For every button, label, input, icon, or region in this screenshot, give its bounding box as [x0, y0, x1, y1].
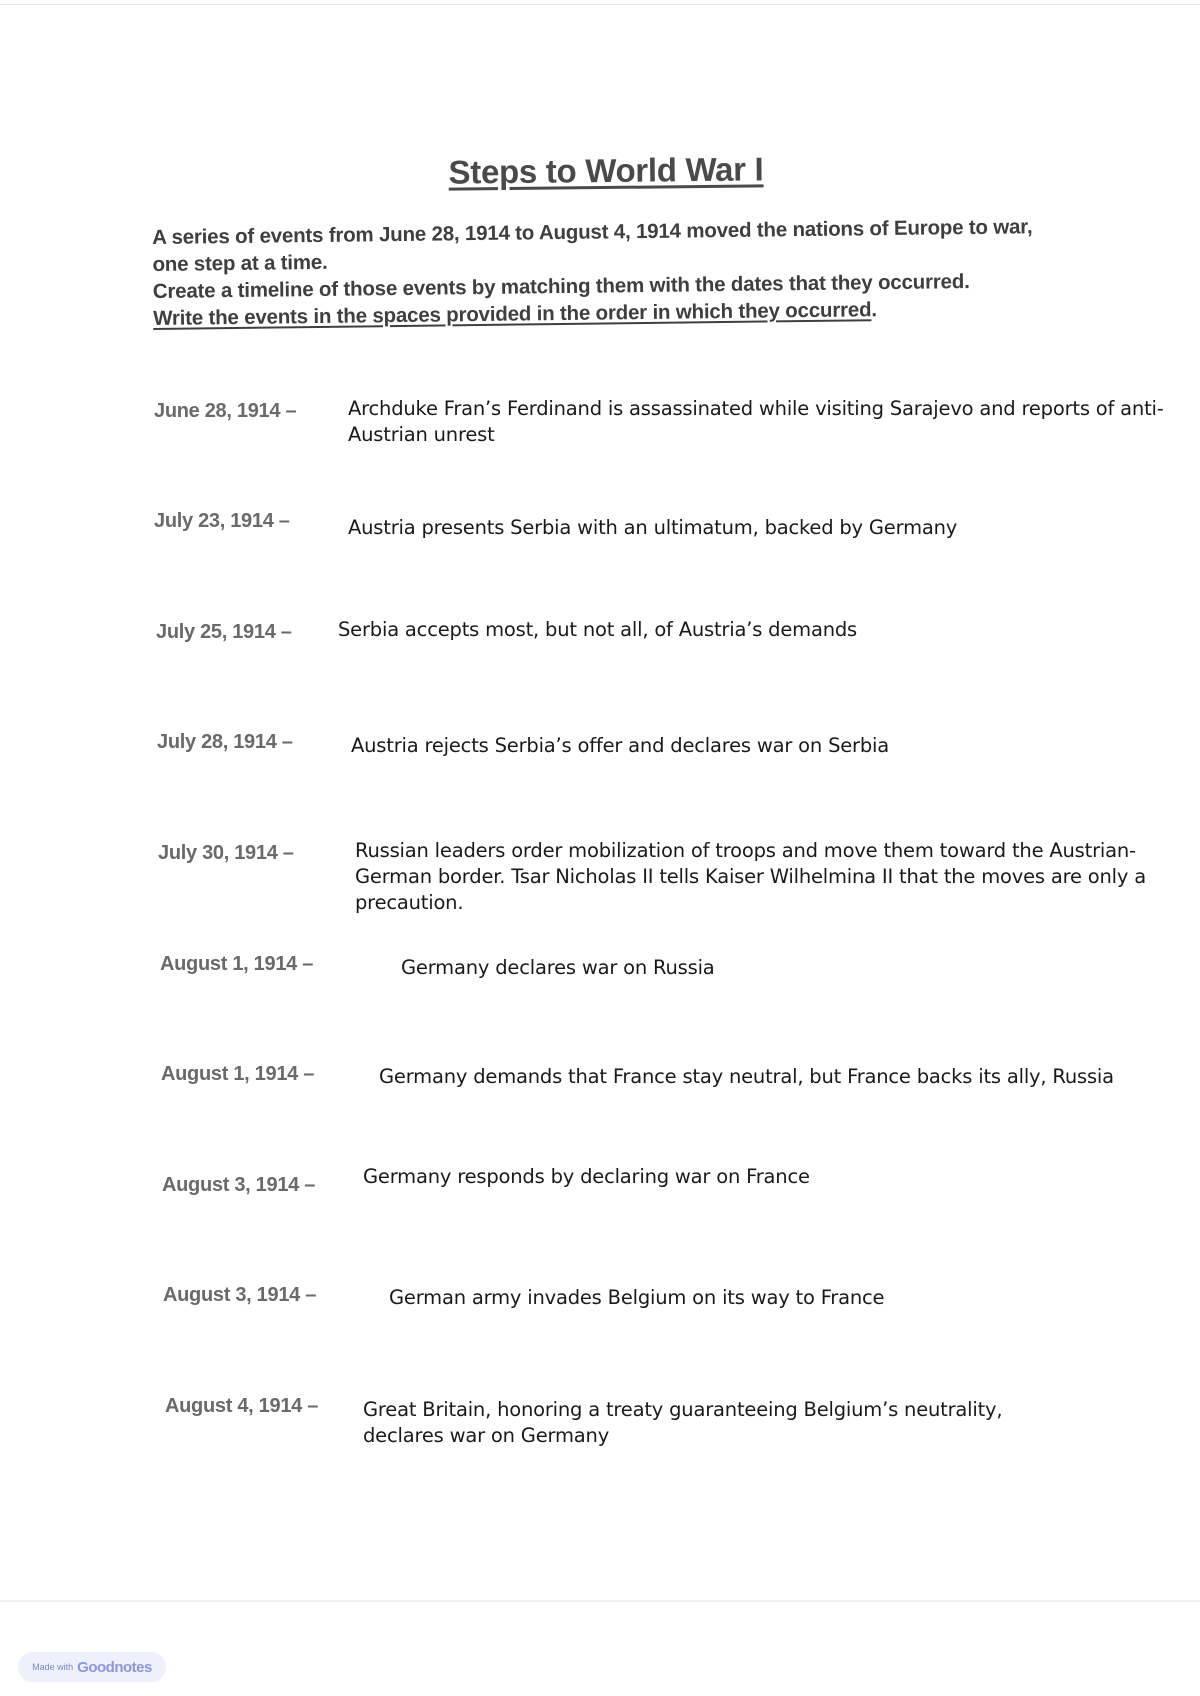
badge-prefix: Made with: [32, 1662, 74, 1672]
timeline-date: June 28, 1914 –: [154, 400, 297, 422]
timeline-date: August 3, 1914 –: [163, 1284, 317, 1306]
timeline-event: Austria rejects Serbia’s offer and declares war on Serbia: [351, 734, 890, 757]
timeline-date: August 1, 1914 –: [161, 1063, 315, 1085]
timeline-event: German army invades Belgium on its way to France: [389, 1286, 885, 1309]
timeline-event: Germany responds by declaring war on France: [363, 1165, 810, 1188]
instructions-line-4-period: .: [871, 298, 877, 322]
timeline-date: July 23, 1914 –: [154, 510, 290, 532]
timeline-event: Serbia accepts most, but not all, of Austria’s demands: [338, 618, 857, 641]
timeline-event: Austria presents Serbia with an ultimatum, backed by Germany: [348, 516, 958, 539]
timeline-event: Germany declares war on Russia: [401, 956, 715, 979]
timeline-date: July 28, 1914 –: [157, 731, 293, 753]
instructions-line-1: A series of events from June 28, 1914 to August 4, 1914 moved the nations of Europe to war,: [152, 215, 1033, 249]
scan-edge-top: [0, 4, 1200, 5]
timeline-event: Germany demands that France stay neutral, but France backs its ally, Russia: [379, 1065, 1114, 1088]
timeline-date: August 1, 1914 –: [160, 953, 314, 975]
page-title: Steps to World War I: [448, 150, 764, 191]
timeline-date: August 4, 1914 –: [165, 1395, 319, 1417]
timeline-event: Great Britain, honoring a treaty guaranteeing Belgium’s neutrality, declares war on Germany: [363, 1398, 1003, 1447]
instructions-line-4-text: Write the events in the spaces provided in the order in which they occurred: [153, 298, 872, 330]
badge-brand: Goodnotes: [77, 1658, 152, 1676]
instructions-line-3: Create a timeline of those events by matching them with the dates that they occurred.: [152, 270, 970, 303]
goodnotes-badge[interactable]: [18, 1652, 166, 1682]
timeline-date: August 3, 1914 –: [162, 1174, 316, 1196]
timeline-event: Archduke Fran’s Ferdinand is assassinated while visiting Sarajevo and reports of anti-Austrian unrest: [348, 397, 1164, 446]
timeline-date: July 25, 1914 –: [156, 621, 292, 643]
instructions-line-2: one step at a time.: [152, 250, 328, 276]
timeline-event: Russian leaders order mobilization of troops and move them toward the Austrian-German border. Tsar Nicholas II tells Kaiser Wilhelmina II that the moves are only a precaution.: [355, 839, 1146, 914]
instructions: [152, 213, 1053, 332]
scan-edge-bottom: [0, 1600, 1200, 1602]
timeline-date: July 30, 1914 –: [158, 842, 294, 864]
